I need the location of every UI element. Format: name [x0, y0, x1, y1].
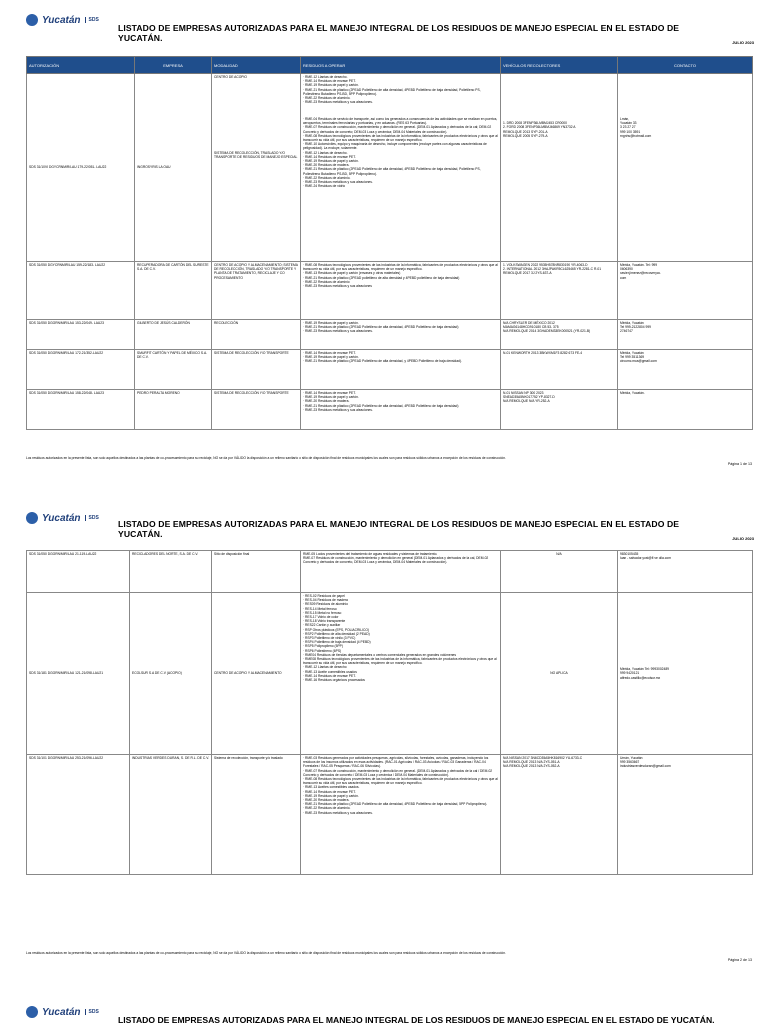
- column-header: AUTORIZACIÓN: [27, 57, 135, 74]
- authorization-cell: SDS 31/050 DGYCRNMIR/LAU 159-22/183- LAU22: [27, 262, 135, 320]
- column-header: EMPRESA: [135, 57, 212, 74]
- authorization-cell: SDS 31/050 DGGRN/MIR/LAU 153-22/049- LAU23: [27, 320, 135, 350]
- modality-cell: CENTRO DE ACOPIO SISTEMA DE RECOLECCIÓN, TRASLADO Y/O TRANSPORTE DE RESIDUOS DE MANEJO ESPECIAL: [212, 74, 301, 262]
- logo-sub: SDS: [85, 515, 99, 521]
- footer-note: Los residuos autorizados en la presente lista, son solo aquellos destinados a las plantas de co-procesamiento para su reciclaje, NO se da por VÁLIDO la disposición a un relleno sanitario o sitio de disposición final de residuos municipales los cuales son para residuos sólidos urbanos a excepción de los residuos de construcción.: [26, 456, 506, 460]
- companies-table: [26, 550, 753, 875]
- authorization-cell: SDS 31/181 DGGRN/MIR/LAU 121-21/098-LAU21: [27, 593, 130, 755]
- document-title: LISTADO DE EMPRESAS AUTORIZADAS PARA EL MANEJO INTEGRAL DE LOS RESIDUOS DE MANEJO ESPECIAL EN EL ESTADO DE YUCATÁN.: [118, 23, 680, 43]
- waste-cell: · RME-03 Residuos generados por actividades pesqueras, agrícolas, silvícolas, forestales, avícolas, ganaderas, incluyendo los residuos de los insumos utilizados en esas actividades. (RAC-01 Agrícolas / RAC-03 Avícolas / RAC-03 Ganaderas / RAC-04 Forestales / RAC-05 Pesqueras / RAC-06 Silvícolas). · RME-07 Residuos de construcción, mantenimiento y demolición en general. (DEM-01 Aplanados y derivados de la cal / DEM-02 Concreto y derivados de concreto / DEM-03 Loza y cerámica / DEM-04 Materiales de construcción). · RME-08 Residuos tecnológicos provenientes de las industrias de la informática, fabricantes de productos electrónicos y otros que al transcurrir su vida útil, por sus características, requieren de un manejo específico. · RME-13 Aceites comestibles usados. · RME-14 Residuos de envase PET. · RME-19 Residuos de papel y cartón. · RME-20 Residuos de madera. · RME-21 Residuos de plástico (2PEAD Polietileno de alta densidad, 4PEBD Polietileno de baja densidad, 5PP Polipropileno). · RME-22 Residuos de aluminio. · RME-23 Residuos metálicos y sus aleaciones.: [301, 755, 501, 875]
- company-cell: GILBERTO DE JESÚS CALDERÓN: [135, 320, 212, 350]
- contact-cell: Mérida, Yucatán Tel 999 3511369 circumc.mca@gmail.com: [618, 350, 753, 390]
- waste-cell: · RME-19 Residuos de papel y cartón. · RME-21 Residuos de plástico (2PEAD Polietileno de alta densidad, 4PEBD Polietileno de baja densidad) · RME-23 Residuos metálicos y sus aleaciones.: [301, 320, 501, 350]
- modality-cell: SISTEMA DE RECOLECCIÓN Y/O TRANSPORTE: [212, 390, 301, 430]
- logo-text: Yucatán: [42, 512, 81, 524]
- table-row: [27, 593, 753, 755]
- column-header: CONTACTO: [618, 57, 753, 74]
- table-row: [27, 551, 753, 593]
- contact-cell: 9830105435 luan - salvador.yost@fl ve olla.com: [618, 551, 753, 593]
- table-row: [27, 350, 753, 390]
- column-header: VEHÍCULOS RECOLECTORES: [501, 57, 618, 74]
- company-cell: INDUSTRIAS VERDES DURAN, S. DE R.L. DE C.V.: [130, 755, 212, 875]
- contact-cell: Mérida, Yucatán.: [618, 390, 753, 430]
- document-title: LISTADO DE EMPRESAS AUTORIZADAS PARA EL MANEJO INTEGRAL DE LOS RESIDUOS DE MANEJO ESPECIAL EN EL ESTADO DE YUCATÁN.: [118, 519, 680, 539]
- contact-cell: Mérida, Yucatán Tel 999-2122804 999 2746747: [618, 320, 753, 350]
- authorization-cell: SDS 31/10VI DGYCRNMIR/LAU 179-22/051- LAU22: [27, 74, 135, 262]
- document-title: LISTADO DE EMPRESAS AUTORIZADAS PARA EL MANEJO INTEGRAL DE LOS RESIDUOS DE MANEJO ESPECIAL EN EL ESTADO DE YUCATÁN.: [118, 1015, 715, 1024]
- contact-cell: Mérida, Yucatán. Tel: 999 0606390 xavier.jimenez@recoverycc. com: [618, 262, 753, 320]
- table-row: [27, 262, 753, 320]
- contact-cell: Umán, Yucatán 999 3563667 industriasverdesduran@gmail.com: [618, 755, 753, 875]
- waste-cell: RME-05 Lodos provenientes del tratamiento de aguas residuales y sistemas de tratamiento. RME-07 Residuos de construcción, mantenimiento y demolición en general (DEM-01 Aplanados y derivados de la cal, DEM-02 Concreto y derivados de concreto, DEM-03 Loza y cerámica, DEM-04 Materiales de construcción).: [301, 551, 501, 593]
- table-row: [27, 390, 753, 430]
- company-cell: RECICLADORES DEL NORTE, S.A. DE C.V.: [130, 551, 212, 593]
- column-header: RESIDUOS A OPERAR: [301, 57, 501, 74]
- authorization-cell: SDS 31/050 DGGRN/MIR/LAU 21-119-LAU22: [27, 551, 130, 593]
- government-logo: [26, 1006, 99, 1018]
- modality-cell: CENTRO DE ACOPIO Y ALMACENAMIENTO: [212, 593, 301, 755]
- modality-cell: SISTEMA DE RECOLECCIÓN Y/O TRANSPORTE: [212, 350, 301, 390]
- vehicles-cell: N/A NISSAN 2017 3N6CD35A5HK816902 YU-6733-C N/A REMOLQUE 2013 N/A 2YS-051-A N/A REMOLQUE 2013 N/A 2YS-052-A: [501, 755, 618, 875]
- waste-cell: · RME-12 Llantas de desecho. · RME-14 Residuos de envase PET. · RME-19 Residuos de papel y cartón. · RME-21 Residuos de plástico (2PEAD Polietileno de alta densidad, 4PEBD Polietileno de baja densidad, Polietileno PS, Poliestireno Butadieno PS-BD, 5PP Polipropileno). · RME-22 Residuos de aluminio. · RME-23 Residuos metálicos y sus aleaciones. · RME-04 Residuos de servicio de transporte, así como los generados a consecuencia de las actividades que se realizan en puertos, aeropuertos, terminales ferroviarias y portuarias, y en aduanas. (RES 63 Portuarias). · RME-07 Residuos de construcción, mantenimiento y demolición en general. (DEM-01 Aplanados y derivados de la cal; DEM-02 Concreto y derivados de concreto; DEM-03 Loza y cerámica; DEM-04 Materiales de construcción). · RME-08 Residuos tecnológicos provenientes de las industrias de la informática, fabricantes de productos electrónicos y otros que al transcurrir su vida útil, por sus características, requieren de un manejo específico. · RME-10 Automóviles, equipo y maquinaria de desecho, incluye componentes (excluye partes con algunas características de peligrosidad). La excluye, solamente. · RME-12 Llantas de desecho. · RME-14 Residuos de envase PET. · RME-19 Residuos de papel y cartón. · RME-20 Residuos de madera. · RME-21 Residuos de plástico (2PEAD Polietileno de alta densidad, 4PEBD Polietileno de baja densidad, Polietileno PS, Poliestireno Butadieno PS-BD, 5PP Polipropileno). · RME-22 Residuos de aluminio. · RME-23 Residuos metálicos y sus aleaciones. · RME-24 Residuos de vidrio: [301, 74, 501, 262]
- logo-text: Yucatán: [42, 1006, 81, 1018]
- company-cell: SMURFIT CARTÓN Y PAPEL DE MÉXICO S.A. DE C.V.: [135, 350, 212, 390]
- company-cell: ECOLSUR S.A DE C.V (ACOPIO): [130, 593, 212, 755]
- yucatan-seal-icon: [26, 512, 38, 524]
- vehicles-cell: N-01 NISSAN NP 300 2023 SNEAD35A5NK017752 YP-8327-D N/A REMOLQUE N/A YR-252-A: [501, 390, 618, 430]
- table-row: [27, 755, 753, 875]
- waste-cell: · RME-14 Residuos de envase PET. · RME-19 Residuos de papel y cartón. · RME-20 Residuos de madera. · RME-21 Residuos de plástico (2PEAD Polietileno de alta densidad, 4PEBD Polietileno de baja densidad) · RME-23 Residuos metálicos y sus aleaciones.: [301, 390, 501, 430]
- modality-cell: RECOLECCIÓN: [212, 320, 301, 350]
- document-date: JULIO 2023: [732, 536, 754, 541]
- company-cell: PEDRO PERALTA MORENO: [135, 390, 212, 430]
- government-logo: [26, 512, 99, 524]
- vehicles-cell: 1. DRD 2008 3FENP36LMBMJ453 CR0000 2. FORD 2008 3FENP36LMBMJ46869 YN3732 A REMOLQUE 2013 SYP-201-A REMOLQUE 2005 SYP-279-A: [501, 74, 618, 262]
- waste-cell: · RME-14 Residuos de envase PET. · RME-19 Residuos de papel y cartón. · RME-21 Residuos de plástico (2PEAD Polietileno de alta densidad, y 4PEBD Polietileno de baja densidad).: [301, 350, 501, 390]
- logo-text: Yucatán: [42, 14, 81, 26]
- document-date: JULIO 2023: [732, 40, 754, 45]
- government-logo: [26, 14, 99, 26]
- table-row: [27, 74, 753, 262]
- vehicles-cell: NO APLICA: [501, 593, 618, 755]
- authorization-cell: SDS 31/050 DGGRN/MIR/LAU 158-22/048- LAU23: [27, 390, 135, 430]
- page-number: Página 2 de 13: [727, 958, 752, 962]
- authorization-cell: SDS 31/050 DGGRN/MIR/LAU 172-21/352-LAU22: [27, 350, 135, 390]
- companies-table: [26, 56, 753, 430]
- authorization-cell: SDS 31/101 DGGRN/MIR/LAU 253-21/096-LAU22: [27, 755, 130, 875]
- yucatan-seal-icon: [26, 1006, 38, 1018]
- vehicles-cell: N/A CHRYSLER DE MÉXICO 2012 MAMAG6148HCD910180 CB 53- 375 N/A REMOLQUE 2014 3GHADEM33EK000521 (YR-021-B): [501, 320, 618, 350]
- company-cell: INGROSYRIS LA OAU: [135, 74, 212, 262]
- footer-note: Los residuos autorizados en la presente lista, son solo aquellos destinados a las plantas de co-procesamiento para su reciclaje, NO se da por VÁLIDO la disposición a un relleno sanitario o sitio de disposición final de residuos municipales los cuales son para residuos sólidos urbanos a excepción de los residuos de construcción.: [26, 951, 506, 955]
- vehicles-cell: N-01 KENWORTH 2013 3BKWXM1F3 8282 673 FE-4: [501, 350, 618, 390]
- contact-cell: Lmán, Yucatán 33 3 23 27 27 999 100 3591 rngnhs@hotmail.com: [618, 74, 753, 262]
- modality-cell: Sistema de recolección, transporte y/o traslado: [212, 755, 301, 875]
- logo-sub: SDS: [85, 1009, 99, 1015]
- vehicles-cell: N/A: [501, 551, 618, 593]
- table-row: [27, 320, 753, 350]
- waste-cell: · RME-08 Residuos tecnológicos provenientes de las industrias de la informática, fabricantes de productos electrónicos y otros que al transcurrir su vida útil, por sus características, requieren de un manejo específico. · RME-13 Residuos de papel y cartón (envases y otros materiales) · RME-21 Residuos de plástico (2PEAD polietileno de alta densidad y 4PEBD polietileno de baja densidad) · RME-22 Residuos de aluminio · RME-23 Residuos metálicos y sus aleaciones: [301, 262, 501, 320]
- vehicles-cell: 1. VOLKSWAGEN 2022 9535H578NR830190 YR-4063-D 2. INTERNATIONAL 2012 3HAJPAKR5CL625465 YR-2281-C R-01 REMOLQUE 2017 3J 2YS-637-A: [501, 262, 618, 320]
- waste-cell: · RES-02 Residuos de papel · RES-04 Residuos de madera · RES09 Residuos de aluminio · RES-14 Metal ferroso · RES-15 Metal no ferroso · RES-17 Vidrio de color · RES-18 Vidrio transparente · RES22 Cartón y auxiliar · RSP Otros plásticos (EPS, POLIACRILICO) · RSP2 Polietileno de alta densidad (2 PEAD) · RSP3 Polietileno de vinilo (3 PVC) · RSP4 Polietileno de baja densidad (4 PEBD) · RSP5 Polipropileno (5PP) · RSP6 Poliestireno (6PS) · RME04 Residuos de tiendas departamentales o centros comerciales generados en grandes volúmenes · RME08 Residuos tecnológicos provenientes de las industrias de la informática, fabricantes de productos electrónicos y otros que al transcurrir su vida útil, por sus características, requieren de un manejo específico. · RME-12 Llantas de desecho · RME-13 Aceite comestibles usados · RME-14 Residuos de envase PET. · RME-16 Residuos orgánicos procesados: [301, 593, 501, 755]
- page-number: Página 1 de 13: [727, 462, 752, 466]
- contact-cell: Mérida, Yucatán Tel: 9993002489 999 9420121 alfredo.castillo@ecolsur.mx: [618, 593, 753, 755]
- logo-sub: SDS: [85, 17, 99, 23]
- column-header: MODALIDAD: [212, 57, 301, 74]
- yucatan-seal-icon: [26, 14, 38, 26]
- modality-cell: CENTRO DE ACOPIO Y ALMACENAMIENTO; SISTEMA DE RECOLECCIÓN, TRASLADO Y/O TRANSPORTE Y PLANTA DE TRATAMIENTO, RECICLAJE Y CO PROCESAMIENTO: [212, 262, 301, 320]
- modality-cell: Sitio de disposición final: [212, 551, 301, 593]
- company-cell: RECUPERADORA DE CARTÓN DEL SURESTE S.A. DE C.V.: [135, 262, 212, 320]
- table-header-row: [27, 57, 753, 74]
